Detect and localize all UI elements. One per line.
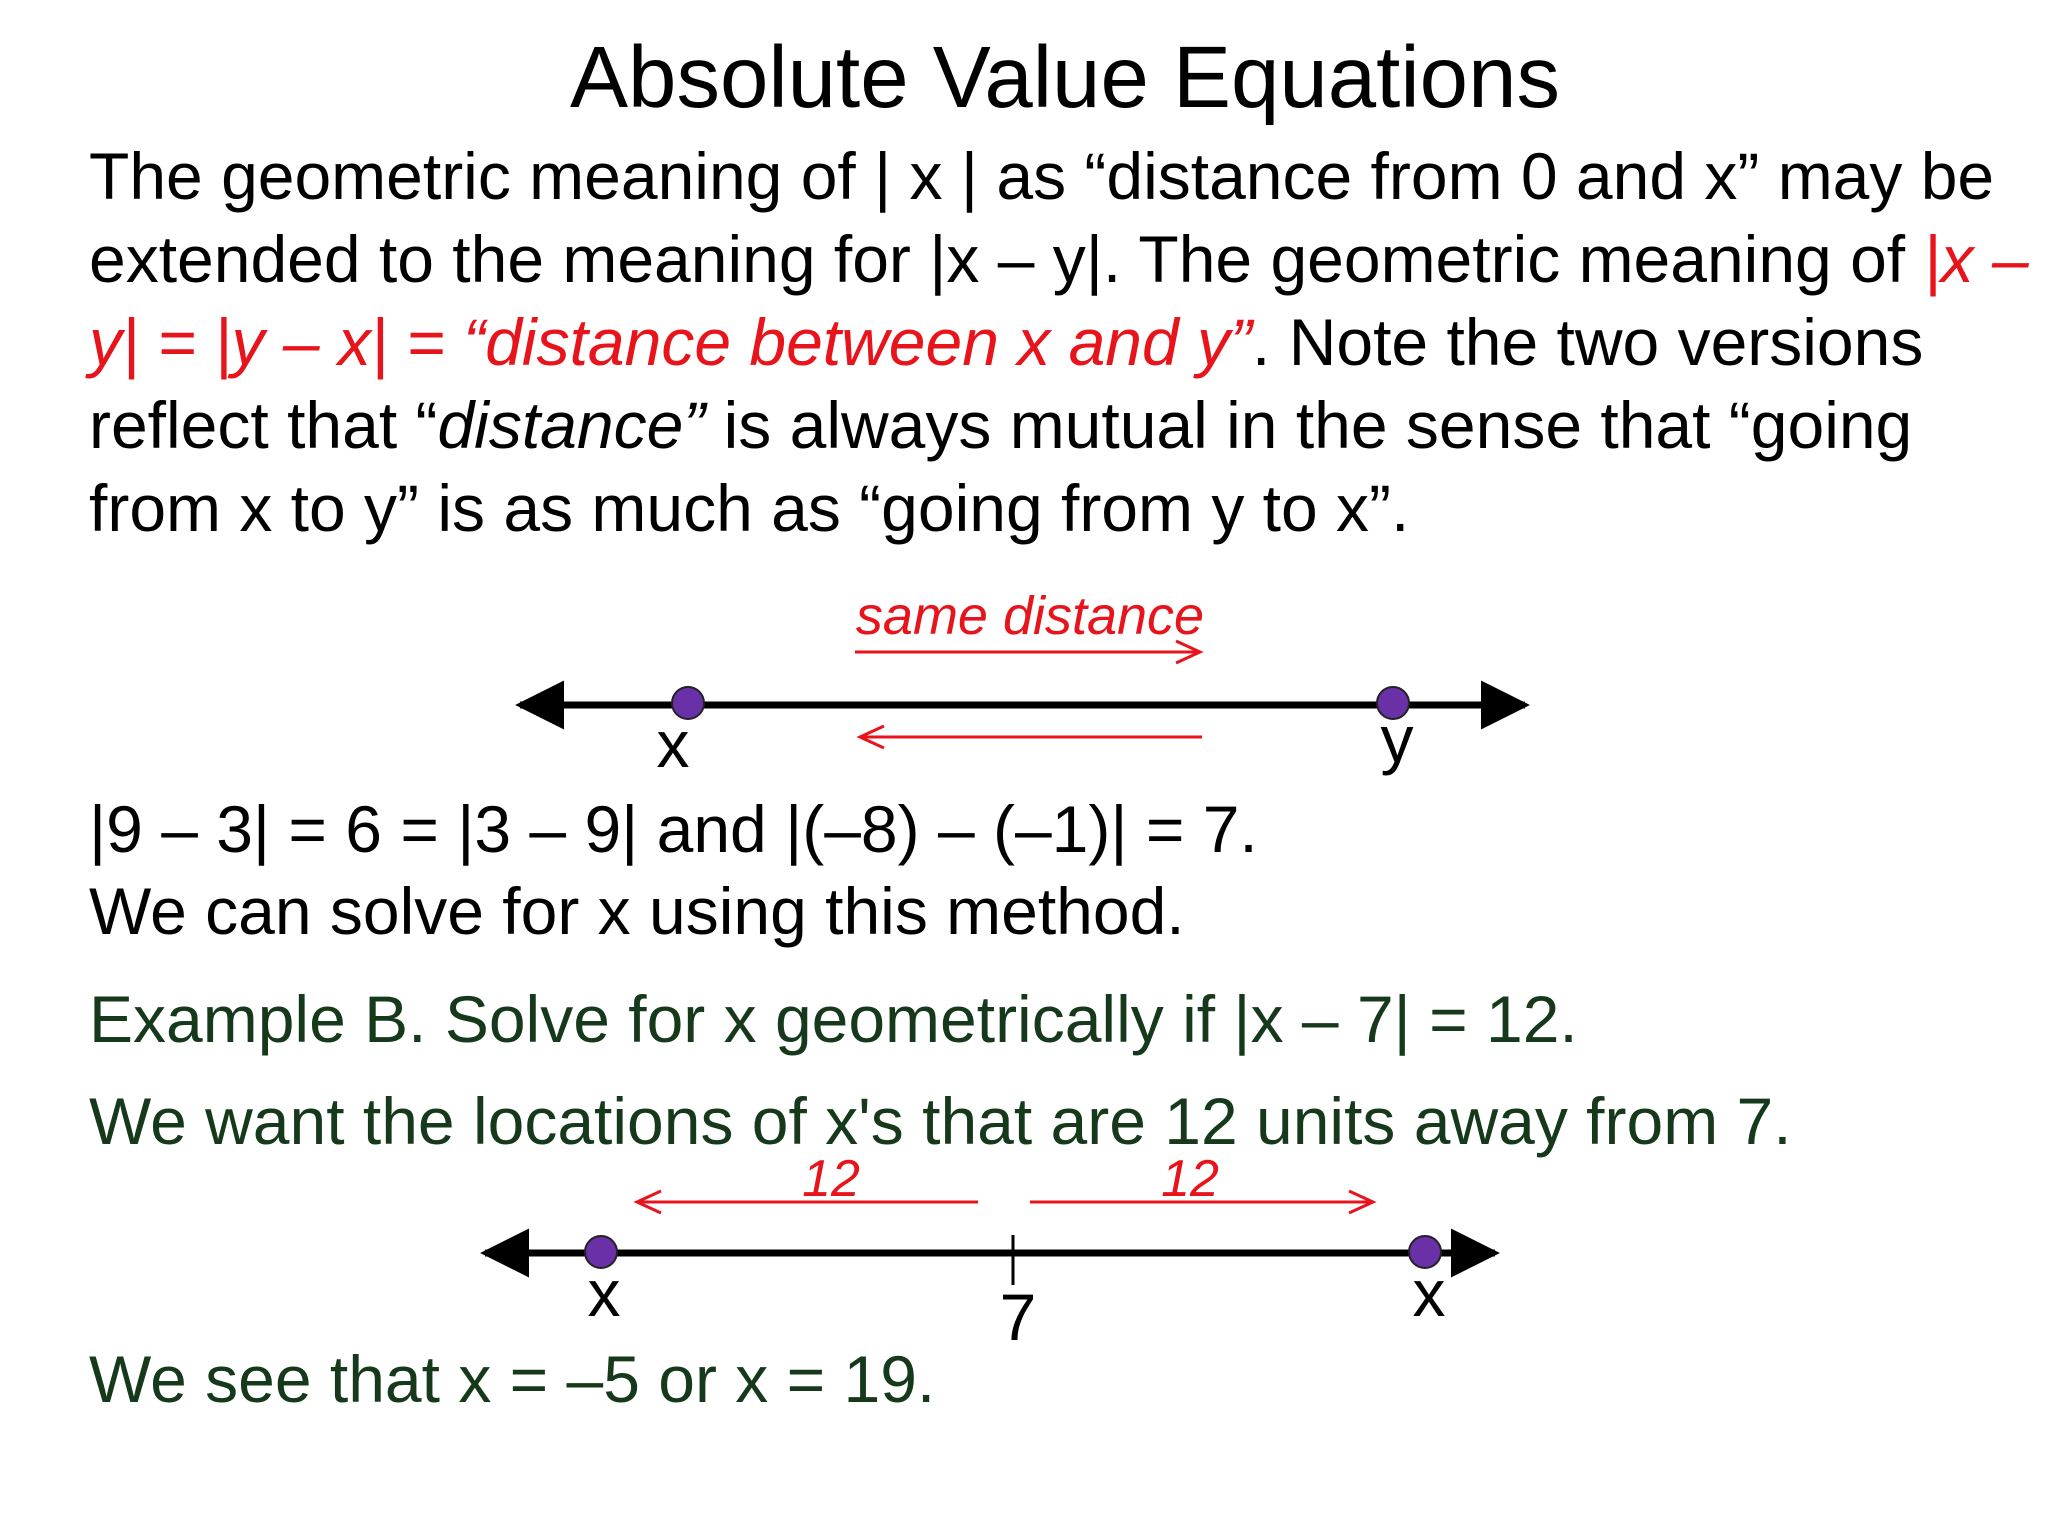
arrow-left-red xyxy=(860,726,1202,748)
red-definition: “distance between x and y” xyxy=(463,305,1253,379)
left-distance-label: 12 xyxy=(802,1150,860,1208)
slide-title: Absolute Value Equations xyxy=(570,29,1560,126)
x-left-label: x xyxy=(587,1256,621,1330)
example-equation-line: |9 – 3| = 6 = |3 – 9| and |(–8) – (–1)| = 7. xyxy=(89,792,1258,866)
x-label: x xyxy=(656,707,690,781)
same-distance-label: same distance xyxy=(855,586,1205,646)
distance-number-line-diagram xyxy=(0,580,2048,780)
intro-text-3: is always mutual in the sense that “going from x to y” is as much as “going from y to x”. xyxy=(89,388,1913,545)
y-label: y xyxy=(1380,702,1414,776)
method-line: We can solve for x using this method. xyxy=(89,874,1185,948)
intro-text-1: The geometric meaning of | x | as “distance from 0 and x” may be extended to the meaning for |x – y|. The geometric meaning of xyxy=(89,139,1995,296)
red-formula-text: |x – y| = |y – x| = xyxy=(89,222,2029,379)
distance-word: distance” xyxy=(437,388,706,462)
solution-number-line-diagram xyxy=(0,1140,2048,1360)
intro-paragraph xyxy=(89,135,2048,550)
right-distance-label: 12 xyxy=(1161,1150,1219,1208)
example-b-heading: Example B. Solve for x geometrically if |x – 7| = 12. xyxy=(89,982,1578,1056)
seven-label: 7 xyxy=(999,1280,1037,1354)
x-right-label: x xyxy=(1412,1256,1446,1330)
intro-text-2: . Note the two versions reflect that “ xyxy=(89,305,1924,462)
locations-line: We want the locations of x's that are 12 units away from 7. xyxy=(89,1084,1792,1158)
conclusion-line: We see that x = –5 or x = 19. xyxy=(89,1342,936,1416)
